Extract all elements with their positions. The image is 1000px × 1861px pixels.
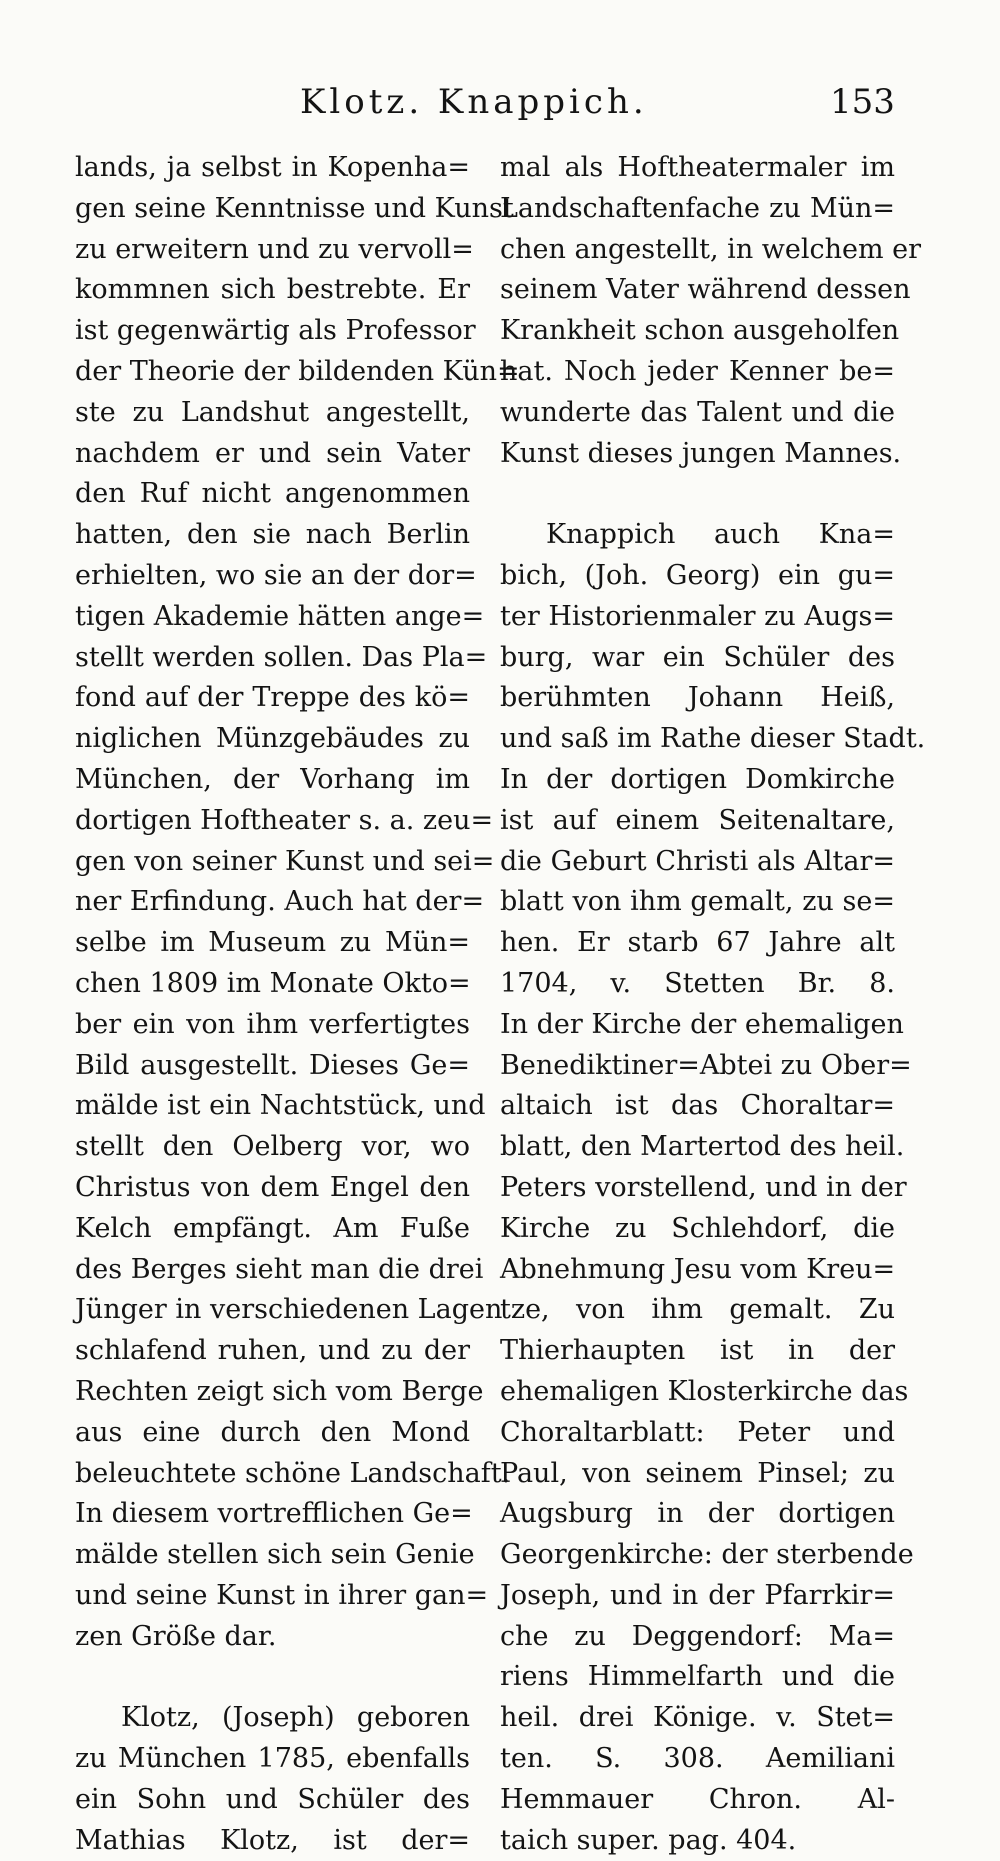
page-number: 153 — [830, 82, 895, 122]
text-line: niglichen Münzgebäudes zu — [75, 723, 470, 755]
text-line: ist gegenwärtig als Professor — [75, 315, 476, 347]
text-line: selbe im Museum zu Mün= — [75, 927, 470, 959]
text-line: Christus von dem Engel den — [75, 1171, 470, 1203]
text-line: Kunst dieses jungen Mannes. — [500, 437, 902, 469]
text-line: erhielten, wo sie an der dor= — [75, 559, 477, 591]
text-line: Hemmauer Chron. Al- — [500, 1783, 895, 1815]
entry-klotz — [75, 1698, 470, 1861]
text-line: seinem Vater während dessen — [500, 274, 911, 306]
text-line: blatt von ihm gemalt, zu se= — [500, 886, 895, 918]
text-line: Landschaftenfache zu Mün= — [500, 192, 895, 224]
text-line: tigen Akademie hätten ange= — [75, 600, 485, 632]
text-line: Benediktiner=Abtei zu Ober= — [500, 1049, 912, 1081]
running-title: Klotz. Knappich. — [300, 82, 648, 122]
text-line: berühmten Johann Heiß, — [500, 682, 895, 714]
text-line: stellt den Oelberg vor, wo — [75, 1131, 470, 1163]
text-line: taich super. pag. 404. — [500, 1824, 797, 1856]
text-line: 1704, v. Stetten Br. 8. — [500, 967, 895, 999]
text-line: Rechten zeigt sich vom Berge — [75, 1375, 484, 1407]
text-line: heil. drei Könige. v. Stet= — [500, 1702, 895, 1734]
text-line: blatt, den Martertod des heil. — [500, 1131, 905, 1163]
running-head — [0, 82, 1000, 126]
text-line: Paul, von seinem Pinsel; zu — [500, 1457, 895, 1489]
text-line: Peters vorstellend, und in der — [500, 1171, 907, 1203]
text-line: mal als Hoftheatermaler im — [500, 152, 895, 183]
text-line: tze, von ihm gemalt. Zu — [500, 1294, 895, 1326]
text-line: chen 1809 im Monate Okto= — [75, 967, 471, 999]
right-text-block — [500, 148, 922, 474]
text-line: chen angestellt, in welchem er — [500, 233, 922, 265]
text-line: Georgenkirche: der sterbende — [500, 1539, 914, 1571]
text-line: Bild ausgestellt. Dieses Ge= — [75, 1049, 470, 1081]
text-line: der Theorie der bildenden Kün= — [75, 355, 520, 387]
text-line: che zu Deggendorf: Ma= — [500, 1620, 895, 1652]
text-line: fond auf der Treppe des kö= — [75, 682, 470, 714]
text-line: In diesem vortrefflichen Ge= — [75, 1498, 473, 1530]
text-line: bich, (Joh. Georg) ein gu= — [500, 559, 895, 591]
text-line: ber ein von ihm verfertigtes — [75, 1008, 470, 1040]
right-column — [500, 148, 926, 1861]
text-line: ter Historienmaler zu Augs= — [500, 600, 896, 632]
text-line: die Geburt Christi als Altar= — [500, 845, 895, 877]
text-line: gen von seiner Kunst und sei= — [75, 845, 495, 877]
text-line: hen. Er starb 67 Jahre alt — [500, 927, 895, 959]
paragraph-gap — [500, 474, 895, 515]
left-text-block — [75, 148, 520, 1657]
text-line: den Ruf nicht angenommen — [75, 478, 470, 510]
entry-heading-line: Klotz, (Joseph) geboren — [121, 1702, 470, 1734]
text-line: ner Erfindung. Auch hat der= — [75, 886, 485, 918]
text-line: schlafend ruhen, und zu der — [75, 1335, 470, 1367]
text-line: ste zu Landshut angestellt, — [75, 396, 470, 428]
text-line: Mathias Klotz, ist der= — [75, 1824, 470, 1856]
text-line: In der dortigen Domkirche — [500, 763, 895, 795]
text-line: lands, ja selbst in Kopenha= — [75, 152, 470, 183]
text-line: dortigen Hoftheater s. a. zeu= — [75, 804, 494, 836]
text-line: burg, war ein Schüler des — [500, 641, 895, 673]
left-column — [75, 148, 520, 1861]
text-line: Jünger in verschiedenen Lagen — [75, 1294, 503, 1326]
text-line: und saß im Rathe dieser Stadt. — [500, 723, 926, 755]
text-line: ein Sohn und Schüler des — [75, 1783, 470, 1815]
text-line: Kirche zu Schlehdorf, die — [500, 1212, 895, 1244]
text-line: mälde ist ein Nachtstück, und — [75, 1090, 486, 1122]
text-line: wunderte das Talent und die — [500, 396, 895, 428]
text-line: riens Himmelfarth und die — [500, 1661, 895, 1693]
text-line: Joseph, und in der Pfarrkir= — [500, 1579, 895, 1611]
text-line: gen seine Kenntnisse und Kunst — [75, 192, 514, 224]
text-line: In der Kirche der ehemaligen — [500, 1008, 904, 1040]
text-line: zu erweitern und zu vervoll= — [75, 233, 474, 265]
text-line: ehemaligen Klosterkirche das — [500, 1375, 909, 1407]
text-line: Thierhaupten ist in der — [500, 1335, 895, 1367]
text-line: zen Größe dar. — [75, 1620, 277, 1652]
entry-knappich — [500, 515, 926, 1861]
text-line: beleuchtete schöne Landschaft. — [75, 1457, 511, 1489]
text-line: und seine Kunst in ihrer gan= — [75, 1579, 489, 1611]
paragraph-gap — [75, 1657, 470, 1698]
text-line: zu München 1785, ebenfalls — [75, 1743, 470, 1775]
text-line: Augsburg in der dortigen — [500, 1498, 895, 1530]
text-line: ten. S. 308. Aemiliani — [500, 1743, 895, 1775]
text-line: altaich ist das Choraltar= — [500, 1090, 895, 1122]
text-line: hatten, den sie nach Berlin — [75, 519, 470, 551]
text-line: nachdem er und sein Vater — [75, 437, 470, 469]
text-line: mälde stellen sich sein Genie — [75, 1539, 475, 1571]
text-line: Choraltarblatt: Peter und — [500, 1416, 895, 1448]
text-line: ist auf einem Seitenaltare, — [500, 804, 895, 836]
text-line: hat. Noch jeder Kenner be= — [500, 355, 895, 387]
text-line: aus eine durch den Mond — [75, 1416, 470, 1448]
text-line: des Berges sieht man die drei — [75, 1253, 484, 1285]
text-line: Abnehmung Jesu vom Kreu= — [500, 1253, 896, 1285]
text-line: stellt werden sollen. Das Pla= — [75, 641, 488, 673]
text-line: kommnen sich bestrebte. Er — [75, 274, 470, 306]
text-line: München, der Vorhang im — [75, 763, 470, 795]
text-line: Kelch empfängt. Am Fuße — [75, 1212, 470, 1244]
entry-heading-line: Knappich auch Kna= — [546, 519, 895, 551]
text-line: Krankheit schon ausgeholfen — [500, 315, 900, 347]
